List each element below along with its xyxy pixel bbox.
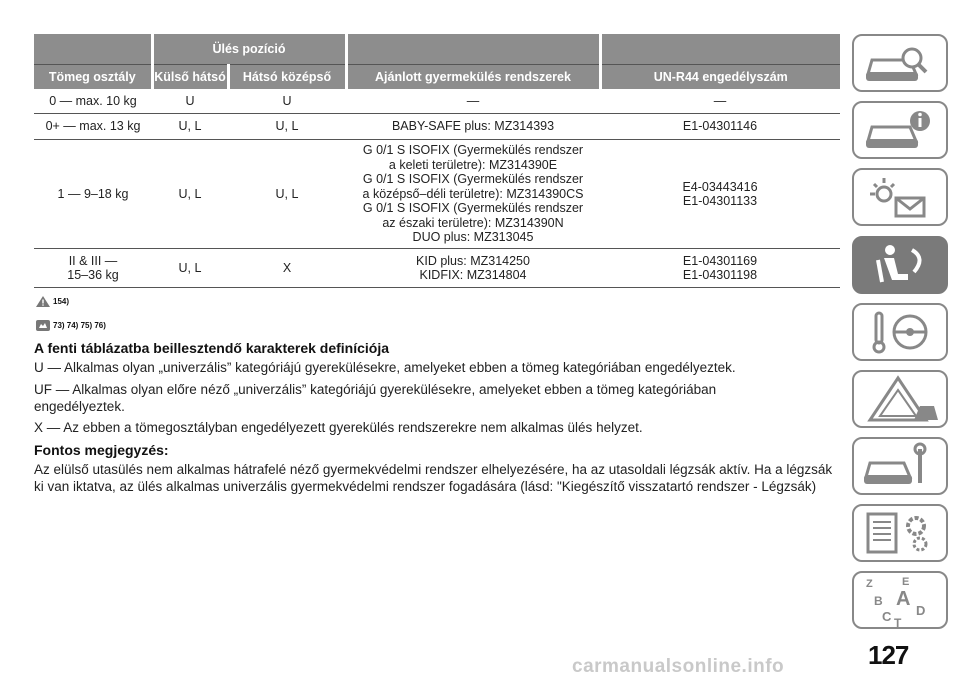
- definition-u: U — Alkalmas olyan „univerzális” kategóriájú gyerekülésekre, amelyeket ebben a tömeg kategóriában engedélyeztek.: [34, 360, 736, 375]
- specs-gear-icon: [854, 506, 946, 560]
- column-header-outer-rear: Külső hátsó: [152, 65, 228, 90]
- note-text: Az elülső utasülés nem alkalmas hátrafelé néző gyermekvédelmi rendszer elhelyezésére, ha az utasoldali légzsák aktív. Ha a légzsák ki van iktatva, az ülés alkalmas univerzális gyermekvédelmi rendszer fogadására (lásd: "Kiegészítő visszatartó rendszer - Légzsák): [34, 462, 833, 494]
- index-letter: D: [916, 603, 926, 618]
- table-row: [34, 249, 840, 288]
- cell-center: U: [228, 89, 346, 114]
- sidebar-tab-technical-data[interactable]: [852, 504, 948, 562]
- index-letter: B: [874, 594, 883, 608]
- definition-x: X — Az ebben a tömegosztályban engedélyezett gyerekülés rendszerekre nem alkalmas ülés helyzet.: [34, 420, 643, 435]
- car-info-icon: [854, 103, 946, 157]
- header-blank: [346, 34, 600, 65]
- page-number: 127: [868, 640, 909, 670]
- cell-systems: G 0/1 S ISOFIX (Gyermekülés rendszer a keleti területre): MZ314390E G 0/1 S ISOFIX (Gyermekülés rendszer a középső–déli területre): MZ314390CS G 0/1 S ISOFIX (Gyermekülés rendszer az északi területre): MZ314390N DUO plus: MZ313045: [346, 140, 600, 249]
- table-column-header-row: [34, 65, 840, 90]
- sidebar-tab-warning-lights[interactable]: [852, 168, 948, 226]
- column-header-approval: UN-R44 engedélyszám: [600, 65, 840, 90]
- caution-hand-icon: [36, 320, 50, 331]
- column-header-systems: Ajánlott gyermekülés rendszerek: [346, 65, 600, 90]
- sidebar-tab-safety[interactable]: [852, 236, 948, 294]
- sidebar-tab-index[interactable]: [852, 571, 948, 629]
- child-seat-table: [34, 34, 840, 288]
- cell-approval: E4-03443416 E1-04301133: [600, 140, 840, 249]
- sidebar-tab-dashboard[interactable]: [852, 34, 948, 92]
- definition-uf: UF — Alkalmas olyan előre néző „univerzális” kategóriájú gyerekülésekre, amelyeket ebben a tömeg kategóriában engedélyeztek.: [34, 382, 717, 414]
- definitions-heading: A fenti táblázatba beillesztendő karakterek definíciója: [34, 340, 390, 356]
- table-row: [34, 114, 840, 140]
- caution-reference: [36, 320, 106, 331]
- cell-mass: II & III — 15–36 kg: [34, 249, 152, 288]
- car-search-icon: [854, 36, 946, 90]
- index-letter: E: [902, 576, 910, 588]
- cell-outer: U: [152, 89, 228, 114]
- cell-center: X: [228, 249, 346, 288]
- cell-mass: 0 — max. 10 kg: [34, 89, 152, 114]
- sidebar-tab-emergency[interactable]: [852, 370, 948, 428]
- table-row: [34, 89, 840, 114]
- road-warning-icon: [854, 372, 946, 426]
- table-group-header-row: [34, 34, 840, 65]
- cell-approval: E1-04301146: [600, 114, 840, 140]
- sidebar-tab-starting-driving[interactable]: [852, 303, 948, 361]
- seat-airbag-icon: [854, 238, 946, 292]
- cell-systems: BABY-SAFE plus: MZ314393: [346, 114, 600, 140]
- cell-outer: U, L: [152, 114, 228, 140]
- header-blank: [34, 34, 152, 65]
- column-header-center-rear: Hátsó középső: [228, 65, 346, 90]
- header-blank: [600, 34, 840, 65]
- cell-center: U, L: [228, 114, 346, 140]
- cell-approval: E1-04301169 E1-04301198: [600, 249, 840, 288]
- cell-systems: —: [346, 89, 600, 114]
- warning-ref-text: 154): [53, 297, 70, 306]
- index-letter: T: [894, 616, 902, 627]
- cell-mass: 0+ — max. 13 kg: [34, 114, 152, 140]
- caution-ref-text: 73) 74) 75) 76): [53, 321, 106, 330]
- alphabet-index-icon: [854, 573, 946, 627]
- sidebar-tab-maintenance[interactable]: [852, 437, 948, 495]
- cell-outer: U, L: [152, 140, 228, 249]
- sidebar-tab-info[interactable]: [852, 101, 948, 159]
- warning-triangle-icon: [36, 296, 50, 307]
- cell-approval: —: [600, 89, 840, 114]
- warning-reference: [36, 296, 69, 307]
- warning-lights-icon: [854, 170, 946, 224]
- watermark: carmanualsonline.info: [572, 656, 785, 677]
- column-header-mass: Tömeg osztály: [34, 65, 152, 90]
- cell-systems: KID plus: MZ314250 KIDFIX: MZ314804: [346, 249, 600, 288]
- cell-mass: 1 — 9–18 kg: [34, 140, 152, 249]
- steering-key-icon: [854, 305, 946, 359]
- index-letter: Z: [866, 578, 873, 590]
- index-letter: C: [882, 609, 892, 624]
- index-letter: A: [896, 588, 911, 610]
- cell-outer: U, L: [152, 249, 228, 288]
- car-service-icon: [854, 439, 946, 493]
- header-seat-position: Ülés pozíció: [152, 34, 346, 65]
- table-row: [34, 140, 840, 249]
- note-heading: Fontos megjegyzés:: [34, 442, 169, 458]
- cell-center: U, L: [228, 140, 346, 249]
